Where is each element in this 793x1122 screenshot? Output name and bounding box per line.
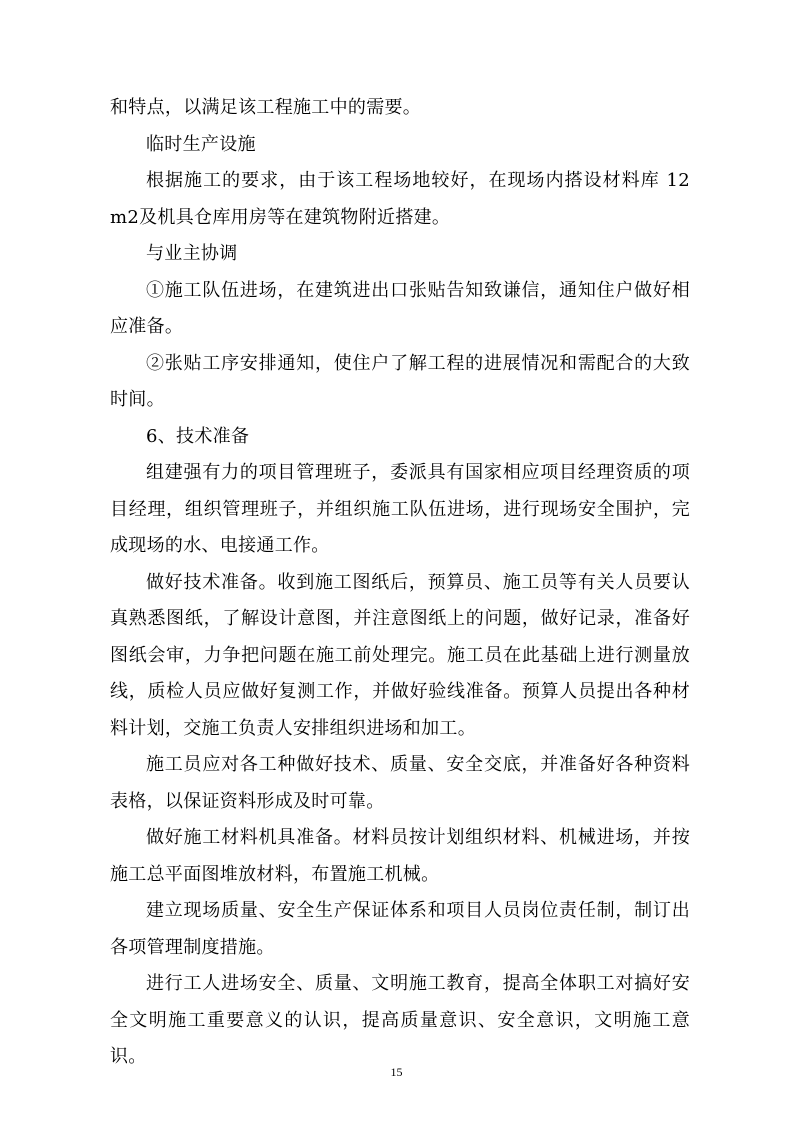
paragraph-management-team: 组建强有力的项目管理班子，委派具有国家相应项目经理资质的项目经理，组织管理班子，并组织施工队伍进场，进行现场安全围护，完成现场的水、电接通工作。 — [110, 462, 690, 556]
paragraph-quality-safety-system: 建立现场质量、安全生产保证体系和项目人员岗位责任制，制订出各项管理制度措施。 — [110, 900, 690, 958]
paragraph-worker-education: 进行工人进场安全、质量、文明施工教育，提高全体职工对搞好安全文明施工重要意义的认识，提高质量意识、安全意识，文明施工意识。 — [110, 973, 690, 1067]
heading-owner-coordination: 与业主协调 — [146, 243, 238, 264]
paragraph-materials-equipment: 做好施工材料机具准备。材料员按计划组织材料、机械进场，并按施工总平面图堆放材料，布置施工机械。 — [110, 827, 690, 885]
paragraph-coordination-item-1: ①施工队伍进场，在建筑进出口张贴告知致谦信，通知住户做好相应准备。 — [110, 279, 690, 337]
paragraph-technical-preparation: 做好技术准备。收到施工图纸后，预算员、施工员等有关人员要认真熟悉图纸，了解设计意图，并注意图纸上的问题，做好记录，准备好图纸会审，力争把问题在施工前处理完。施工员在此基础上进行测量放线，质检人员应做好复测工作，并做好验线准备。预算人员提出各种材料计划，交施工负责人安排组织进场和加工。 — [110, 571, 690, 739]
heading-temporary-facilities: 临时生产设施 — [146, 133, 256, 155]
page-number: 15 — [390, 1065, 403, 1079]
heading-technical-preparation: 6、技术准备 — [146, 425, 250, 447]
document-body — [110, 90, 690, 1076]
paragraph-continuation: 和特点，以满足该工程施工中的需要。 — [110, 97, 422, 118]
paragraph-technical-briefing: 施工员应对各工种做好技术、质量、安全交底，并准备好各种资料表格，以保证资料形成及时可靠。 — [110, 754, 690, 812]
paragraph-temporary-facilities: 根据施工的要求，由于该工程场地较好，在现场内搭设材料库 12 m2及机具仓库用房等在建筑物附近搭建。 — [110, 170, 690, 228]
paragraph-coordination-item-2: ②张贴工序安排通知，使住户了解工程的进展情况和需配合的大致时间。 — [110, 352, 690, 410]
